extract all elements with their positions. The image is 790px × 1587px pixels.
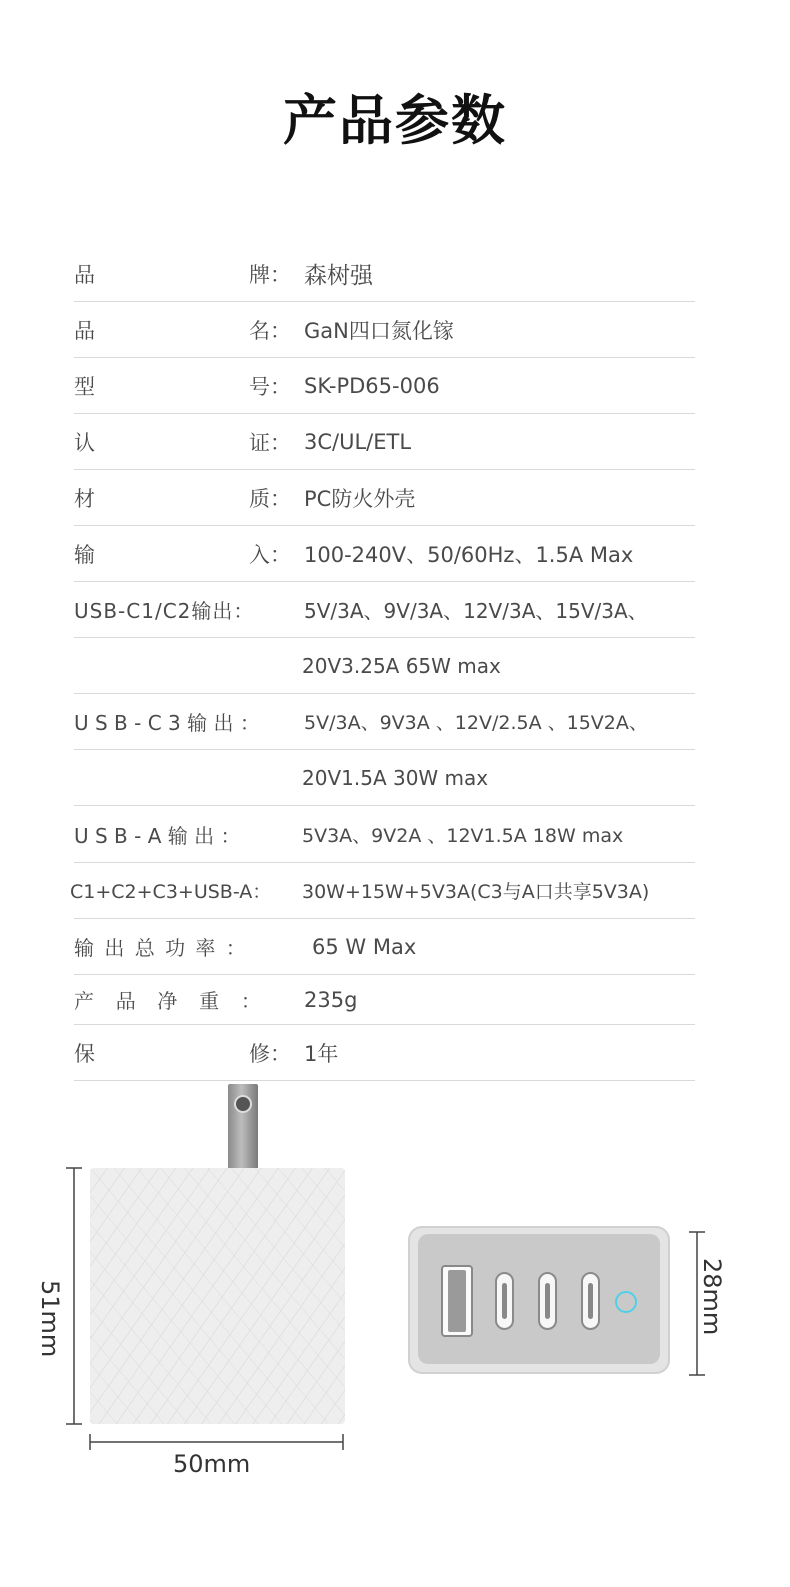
spec-row-warranty bbox=[74, 1025, 695, 1081]
spec-row-total-power bbox=[74, 919, 695, 975]
spec-label: 证 bbox=[249, 430, 270, 455]
spec-label: U S B - A 输 出 ： bbox=[74, 823, 241, 848]
spec-label: 品 bbox=[74, 262, 95, 287]
spec-row-model bbox=[74, 358, 695, 414]
spec-label: 名 bbox=[249, 318, 270, 343]
spec-value: 235g bbox=[304, 987, 358, 1012]
spec-label: U S B - C 3 输 出 ： bbox=[74, 711, 260, 735]
spec-row-usb-c3-output bbox=[74, 694, 695, 750]
spec-label: 牌 bbox=[249, 262, 270, 287]
spec-row-usb-a-output bbox=[74, 806, 695, 863]
spec-label: 产 品 净 重 ： bbox=[74, 989, 264, 1013]
spec-colon: ： bbox=[270, 430, 291, 455]
prong-hole bbox=[234, 1095, 252, 1113]
spec-value: 20V3.25A 65W max bbox=[302, 653, 501, 678]
usb-a-port-inner bbox=[448, 1270, 466, 1332]
spec-label: 型 bbox=[74, 374, 95, 399]
spec-row-material bbox=[74, 470, 695, 526]
spec-value: 30W+15W+5V3A(C3与A口共享5V3A) bbox=[302, 881, 650, 903]
spec-row-combined-output bbox=[70, 863, 695, 919]
spec-label: 材 bbox=[74, 486, 95, 511]
page-title: 产品参数 bbox=[283, 89, 507, 152]
spec-label: 入 bbox=[249, 542, 270, 567]
spec-table bbox=[70, 246, 695, 1081]
spec-row-usb-c3-output-cont bbox=[74, 750, 695, 806]
spec-value: 5V/3A、9V/3A、12V/3A、15V/3A、 bbox=[304, 599, 648, 623]
spec-value: GaN四口氮化镓 bbox=[304, 318, 454, 343]
spec-colon: ： bbox=[270, 374, 291, 399]
spec-value: 100-240V、50/60Hz、1.5A Max bbox=[304, 542, 634, 567]
spec-label: USB-C1/C2输出： bbox=[74, 599, 255, 623]
spec-value: 森树强 bbox=[304, 263, 373, 289]
spec-row-net-weight bbox=[74, 975, 695, 1025]
usb-c3-port-inner bbox=[588, 1283, 593, 1319]
spec-label: 认 bbox=[74, 430, 95, 455]
spec-row-name bbox=[74, 302, 695, 358]
usb-c1-port-inner bbox=[502, 1283, 507, 1319]
spec-label: C1+C2+C3+USB-A： bbox=[70, 881, 272, 903]
usb-c2-port-inner bbox=[545, 1283, 550, 1319]
spec-colon: ： bbox=[270, 486, 291, 511]
spec-value: 5V/3A、9V3A 、12V/2.5A 、15V2A、 bbox=[304, 712, 648, 734]
spec-label: 修 bbox=[249, 1041, 270, 1066]
spec-colon: ： bbox=[270, 318, 291, 343]
spec-value: 20V1.5A 30W max bbox=[302, 765, 489, 790]
spec-label: 质 bbox=[249, 486, 270, 511]
width-dimension-label: 50mm bbox=[173, 1450, 251, 1478]
spec-row-certification bbox=[74, 414, 695, 470]
spec-label: 输 出 总 功 率 ： bbox=[74, 936, 248, 960]
spec-row-usb-c1-c2-output bbox=[74, 582, 695, 638]
spec-value: SK-PD65-006 bbox=[304, 373, 440, 398]
spec-value: 1年 bbox=[304, 1041, 339, 1066]
spec-value: PC防火外壳 bbox=[304, 486, 416, 511]
spec-value: 5V3A、9V2A 、12V1.5A 18W max bbox=[302, 824, 624, 847]
spec-row-usb-c1-c2-output-cont bbox=[74, 638, 695, 694]
spec-label: 保 bbox=[74, 1041, 95, 1066]
spec-colon: ： bbox=[270, 262, 291, 287]
spec-colon: ： bbox=[270, 542, 291, 567]
spec-label: 输 bbox=[74, 542, 95, 567]
spec-label: 品 bbox=[74, 318, 95, 343]
spec-row-brand bbox=[74, 246, 695, 302]
spec-value: 3C/UL/ETL bbox=[304, 429, 412, 454]
spec-colon: ： bbox=[270, 1041, 291, 1066]
depth-dimension-label: 28mm bbox=[698, 1258, 726, 1336]
spec-label: 号 bbox=[249, 374, 270, 399]
indicator-light bbox=[615, 1291, 637, 1313]
spec-row-input bbox=[74, 526, 695, 582]
spec-value: 65 W Max bbox=[312, 934, 417, 959]
height-dimension-label: 51mm bbox=[36, 1280, 64, 1358]
